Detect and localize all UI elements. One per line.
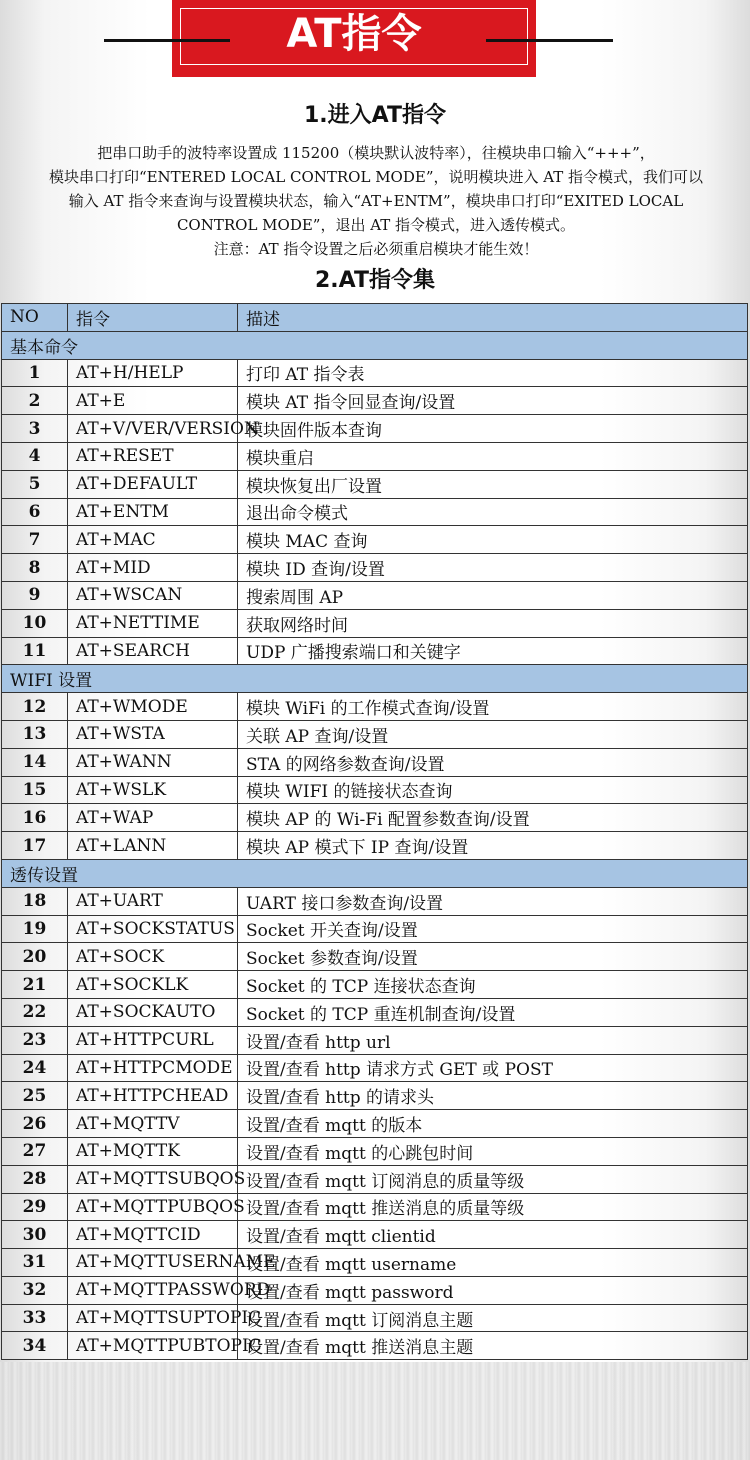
- row-number: 34: [2, 1332, 68, 1360]
- row-command: AT+MID: [68, 554, 238, 582]
- row-number: 13: [2, 720, 68, 748]
- row-description: 模块 WiFi 的工作模式查询/设置: [238, 693, 748, 721]
- row-number: 10: [2, 609, 68, 637]
- row-command: AT+HTTPCHEAD: [68, 1082, 238, 1110]
- row-number: 17: [2, 832, 68, 860]
- intro-paragraph: [6, 141, 746, 261]
- row-command: AT+MQTTPUBQOS: [68, 1193, 238, 1221]
- row-description: 设置/查看 mqtt password: [238, 1276, 748, 1304]
- table-row: [2, 1026, 748, 1054]
- row-number: 5: [2, 470, 68, 498]
- row-command: AT+MQTTV: [68, 1110, 238, 1138]
- row-command: AT+UART: [68, 887, 238, 915]
- row-description: 模块 MAC 查询: [238, 526, 748, 554]
- table-row: [2, 1137, 748, 1165]
- table-row: [2, 1221, 748, 1249]
- table-row: [2, 887, 748, 915]
- row-command: AT+WSCAN: [68, 581, 238, 609]
- table-row: [2, 693, 748, 721]
- header-description: 描述: [238, 304, 748, 332]
- row-description: 设置/查看 mqtt username: [238, 1249, 748, 1277]
- row-number: 7: [2, 526, 68, 554]
- table-section-row: [2, 665, 748, 693]
- row-number: 32: [2, 1276, 68, 1304]
- table-row: [2, 442, 748, 470]
- row-command: AT+WSTA: [68, 720, 238, 748]
- table-row: [2, 720, 748, 748]
- row-description: UART 接口参数查询/设置: [238, 887, 748, 915]
- row-command: AT+SOCK: [68, 943, 238, 971]
- row-number: 28: [2, 1165, 68, 1193]
- row-description: 设置/查看 mqtt 的心跳包时间: [238, 1137, 748, 1165]
- row-command: AT+SOCKSTATUS: [68, 915, 238, 943]
- row-description: 模块 AP 的 Wi-Fi 配置参数查询/设置: [238, 804, 748, 832]
- row-number: 33: [2, 1304, 68, 1332]
- row-command: AT+SOCKLK: [68, 971, 238, 999]
- table-section-row: [2, 859, 748, 887]
- table-row: [2, 804, 748, 832]
- table-row: [2, 415, 748, 443]
- row-description: UDP 广播搜索端口和关键字: [238, 637, 748, 665]
- row-command: AT+LANN: [68, 832, 238, 860]
- row-command: AT+MAC: [68, 526, 238, 554]
- row-description: 设置/查看 http 的请求头: [238, 1082, 748, 1110]
- title-rule-left: [104, 39, 230, 42]
- row-number: 21: [2, 971, 68, 999]
- row-command: AT+WANN: [68, 748, 238, 776]
- table-row: [2, 1249, 748, 1277]
- row-number: 31: [2, 1249, 68, 1277]
- intro-line: 把串口助手的波特率设置成 115200（模块默认波特率），往模块串口输入“+++”，: [97, 144, 655, 162]
- table-row: [2, 1110, 748, 1138]
- row-description: 模块 ID 查询/设置: [238, 554, 748, 582]
- row-command: AT+H/HELP: [68, 359, 238, 387]
- row-description: 退出命令模式: [238, 498, 748, 526]
- row-number: 16: [2, 804, 68, 832]
- row-number: 8: [2, 554, 68, 582]
- row-number: 23: [2, 1026, 68, 1054]
- row-number: 9: [2, 581, 68, 609]
- section-title: 基本命令: [2, 331, 748, 359]
- table-row: [2, 609, 748, 637]
- row-command: AT+RESET: [68, 442, 238, 470]
- intro-line: 输入 AT 指令来查询与设置模块状态，输入“AT+ENTM”，模块串口打印“EXITED LOCAL: [68, 192, 684, 210]
- table-row: [2, 748, 748, 776]
- table-row: [2, 526, 748, 554]
- table-row: [2, 776, 748, 804]
- row-number: 3: [2, 415, 68, 443]
- row-number: 22: [2, 998, 68, 1026]
- row-number: 11: [2, 637, 68, 665]
- row-number: 2: [2, 387, 68, 415]
- row-command: AT+V/VER/VERSION: [68, 415, 238, 443]
- row-command: AT+DEFAULT: [68, 470, 238, 498]
- row-description: 模块固件版本查询: [238, 415, 748, 443]
- at-command-table: [1, 303, 748, 1360]
- table-row: [2, 1054, 748, 1082]
- row-number: 19: [2, 915, 68, 943]
- row-description: 模块 AP 模式下 IP 查询/设置: [238, 832, 748, 860]
- row-command: AT+SOCKAUTO: [68, 998, 238, 1026]
- row-description: 打印 AT 指令表: [238, 359, 748, 387]
- table-row: [2, 1165, 748, 1193]
- row-number: 27: [2, 1137, 68, 1165]
- table-row: [2, 637, 748, 665]
- table-row: [2, 554, 748, 582]
- row-number: 26: [2, 1110, 68, 1138]
- table-row: [2, 1332, 748, 1360]
- row-description: 模块 AT 指令回显查询/设置: [238, 387, 748, 415]
- row-command: AT+WSLK: [68, 776, 238, 804]
- table-row: [2, 581, 748, 609]
- table-row: [2, 971, 748, 999]
- row-number: 1: [2, 359, 68, 387]
- row-number: 12: [2, 693, 68, 721]
- table-row: [2, 1276, 748, 1304]
- title-rule-right: [486, 39, 613, 42]
- row-command: AT+ENTM: [68, 498, 238, 526]
- row-number: 14: [2, 748, 68, 776]
- table-row: [2, 498, 748, 526]
- row-description: Socket 参数查询/设置: [238, 943, 748, 971]
- row-description: 设置/查看 mqtt clientid: [238, 1221, 748, 1249]
- row-description: 关联 AP 查询/设置: [238, 720, 748, 748]
- header-no: NO: [2, 304, 68, 332]
- row-command: AT+MQTTPASSWORD: [68, 1276, 238, 1304]
- row-description: 搜索周围 AP: [238, 581, 748, 609]
- row-description: 设置/查看 http url: [238, 1026, 748, 1054]
- table-row: [2, 998, 748, 1026]
- row-command: AT+HTTPCURL: [68, 1026, 238, 1054]
- banner-title: AT指令: [286, 11, 422, 57]
- table-section-row: [2, 331, 748, 359]
- row-description: Socket 的 TCP 连接状态查询: [238, 971, 748, 999]
- row-command: AT+E: [68, 387, 238, 415]
- row-command: AT+MQTTSUPTOPIC: [68, 1304, 238, 1332]
- section-title: WIFI 设置: [2, 665, 748, 693]
- table-row: [2, 1193, 748, 1221]
- row-description: 模块重启: [238, 442, 748, 470]
- row-number: 4: [2, 442, 68, 470]
- row-number: 29: [2, 1193, 68, 1221]
- table-row: [2, 470, 748, 498]
- row-command: AT+SEARCH: [68, 637, 238, 665]
- row-command: AT+MQTTCID: [68, 1221, 238, 1249]
- row-command: AT+WAP: [68, 804, 238, 832]
- table-header-row: [2, 304, 748, 332]
- intro-note: 注意：AT 指令设置之后必须重启模块才能生效！: [213, 240, 539, 258]
- row-command: AT+MQTTK: [68, 1137, 238, 1165]
- intro-line: CONTROL MODE”，退出 AT 指令模式，进入透传模式。: [176, 216, 576, 234]
- section2-heading: 2.AT指令集: [315, 268, 435, 293]
- section-title: 透传设置: [2, 859, 748, 887]
- row-description: 设置/查看 mqtt 推送消息主题: [238, 1332, 748, 1360]
- row-description: STA 的网络参数查询/设置: [238, 748, 748, 776]
- row-description: 设置/查看 http 请求方式 GET 或 POST: [238, 1054, 748, 1082]
- table-row: [2, 915, 748, 943]
- row-number: 18: [2, 887, 68, 915]
- row-description: 设置/查看 mqtt 推送消息的质量等级: [238, 1193, 748, 1221]
- row-description: 模块恢复出厂设置: [238, 470, 748, 498]
- table-row: [2, 1304, 748, 1332]
- row-command: AT+MQTTUSERNAME: [68, 1249, 238, 1277]
- row-description: 获取网络时间: [238, 609, 748, 637]
- row-description: Socket 的 TCP 重连机制查询/设置: [238, 998, 748, 1026]
- row-description: 设置/查看 mqtt 的版本: [238, 1110, 748, 1138]
- row-command: AT+MQTTPUBTOPIC: [68, 1332, 238, 1360]
- header-command: 指令: [68, 304, 238, 332]
- row-command: AT+HTTPCMODE: [68, 1054, 238, 1082]
- table-row: [2, 387, 748, 415]
- row-description: Socket 开关查询/设置: [238, 915, 748, 943]
- section1-heading: 1.进入AT指令: [304, 103, 446, 128]
- row-command: AT+NETTIME: [68, 609, 238, 637]
- row-number: 25: [2, 1082, 68, 1110]
- table-row: [2, 359, 748, 387]
- row-command: AT+WMODE: [68, 693, 238, 721]
- row-number: 30: [2, 1221, 68, 1249]
- intro-line: 模块串口打印“ENTERED LOCAL CONTROL MODE”，说明模块进入 AT 指令模式，我们可以: [48, 168, 704, 186]
- row-number: 24: [2, 1054, 68, 1082]
- row-number: 20: [2, 943, 68, 971]
- row-description: 模块 WIFI 的链接状态查询: [238, 776, 748, 804]
- row-number: 6: [2, 498, 68, 526]
- row-description: 设置/查看 mqtt 订阅消息主题: [238, 1304, 748, 1332]
- table-row: [2, 832, 748, 860]
- row-description: 设置/查看 mqtt 订阅消息的质量等级: [238, 1165, 748, 1193]
- bottom-texture: [0, 1362, 750, 1460]
- table-row: [2, 943, 748, 971]
- table-row: [2, 1082, 748, 1110]
- row-command: AT+MQTTSUBQOS: [68, 1165, 238, 1193]
- row-number: 15: [2, 776, 68, 804]
